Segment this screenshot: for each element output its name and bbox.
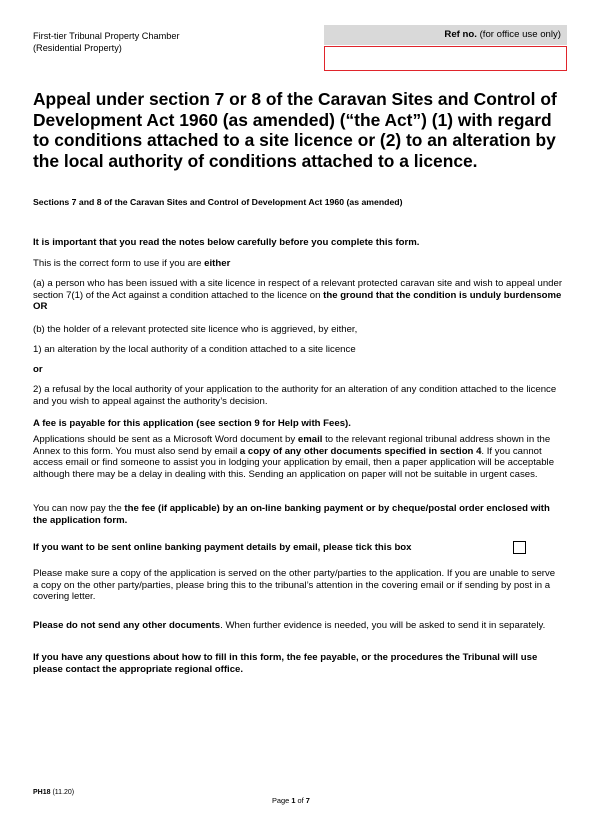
questions-text: If you have any questions about how to fill in this form, the fee payable, or the procedures the Tribunal will use please contact the appropriate regional office. <box>33 652 538 675</box>
serve-copy-text: Please make sure a copy of the application is served on the other party/parties to the application. If you are unable to serve a copy on the other party/parties, please bring this to the tribunal’s attention in the covering email or if sending by post in a covering letter. <box>33 568 556 603</box>
ref-no-field[interactable] <box>324 46 567 71</box>
page-word: Page <box>272 796 290 805</box>
important-notice: It is important that you read the notes below carefully before you complete this form. <box>33 237 420 248</box>
applications-text <box>33 434 563 480</box>
form-subtitle: Sections 7 and 8 of the Caravan Sites and Control of Development Act 1960 (as amended) <box>33 197 403 207</box>
tribunal-name-line2: (Residential Property) <box>33 43 122 53</box>
option-1: 1) an alteration by the local authority of a condition attached to a site licence <box>33 344 356 355</box>
correct-form-either: either <box>204 258 231 269</box>
page-total: 7 <box>305 796 310 805</box>
fee-heading: A fee is payable for this application (see section 9 for Help with Fees). <box>33 418 351 429</box>
option-b: (b) the holder of a relevant protected site licence who is aggrieved, by either, <box>33 324 358 335</box>
ref-no-label <box>444 29 561 40</box>
form-code-id: PH18 <box>33 789 51 796</box>
ref-no-note: (for office use only) <box>479 29 561 40</box>
payment-methods: the fee (if applicable) by an on-line banking payment or by cheque/postal order enclosed with the application form. <box>33 503 550 526</box>
option-a <box>33 278 563 313</box>
applications-email: email <box>297 434 323 445</box>
option-a-ground: the ground that the condition is unduly burdensome OR <box>33 289 562 313</box>
option-2: 2) a refusal by the local authority of your application to the authority for an alteration of any condition attached to the licence and you wish to appeal against the authority’s decision. <box>33 384 557 407</box>
no-documents-bold: Please do not send any other documents <box>33 620 221 631</box>
correct-form-lead: This is the correct form to use if you are <box>33 258 202 269</box>
applications-part1: Applications should be sent as a Microsoft Word document by <box>33 434 296 445</box>
correct-form-text <box>33 258 563 270</box>
form-code-version: (11.20) <box>52 789 75 796</box>
no-documents-rest: . When further evidence is needed, you will be asked to send it in separately. <box>220 620 546 631</box>
payment-text <box>33 503 563 526</box>
payment-lead: You can now pay the <box>33 503 122 514</box>
applications-docs: a copy of any other documents specified in section 4 <box>239 445 482 457</box>
no-documents-text <box>33 620 563 632</box>
ref-no-header <box>324 25 567 45</box>
page-number <box>272 796 310 805</box>
tribunal-name-line1: First-tier Tribunal Property Chamber <box>33 31 180 41</box>
applications-part2: to the relevant regional tribunal address shown in the Annex to this form. You must also send by email <box>33 434 551 457</box>
page-current: 1 <box>291 796 296 805</box>
option-a-text: (a) a person who has been issued with a site licence in respect of a relevant protected caravan site and wish to appeal under section 7(1) of the Act against a condition attached to the licence on <box>33 278 563 301</box>
applications-part3: . If you cannot access email or find someone to assist you in lodging your application by email, then a paper application will be acceptable although there may be a delay in dealing with this. Sending an application on paper will not be suitable in urgent cases. <box>33 445 555 480</box>
form-title: Appeal under section 7 or 8 of the Caravan Sites and Control of Development Act 1960 (as amended) (“the Act”) (1) with regard to conditions attached to a site licence or (2) to an alteration by the local authority of conditions attached to a licence. <box>33 89 557 171</box>
or-label: or <box>33 364 43 375</box>
ref-no-bold: Ref no. <box>444 29 477 40</box>
online-payment-checkbox[interactable] <box>513 541 526 554</box>
form-code <box>33 789 74 796</box>
page-of: of <box>297 796 304 805</box>
tribunal-name <box>33 30 180 54</box>
tick-box-label: If you want to be sent online banking payment details by email, please tick this box <box>33 542 412 553</box>
